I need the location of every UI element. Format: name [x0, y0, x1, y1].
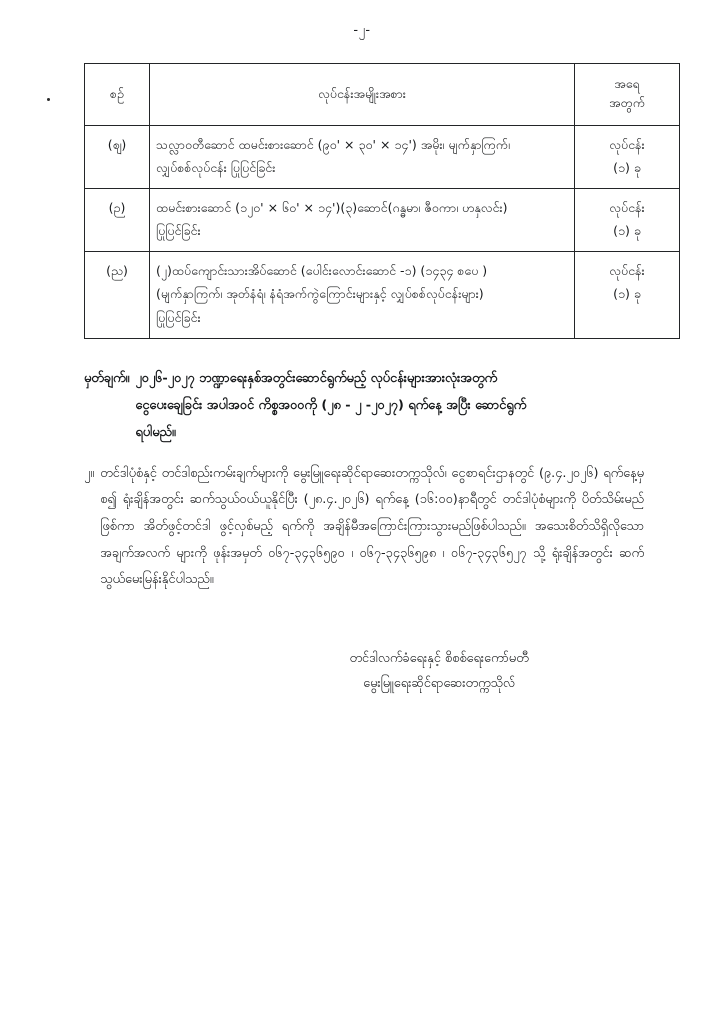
- row-no: (ည): [85, 252, 150, 338]
- row-no: (ဉ): [85, 189, 150, 252]
- row-description-line: (၂)ထပ်ကျောင်းသားအိပ်ဆောင် (ပေါင်းလောင်းဆောင် -၁) (၁၄၃၄ စပေ ): [156, 263, 488, 279]
- column-header-quantity-line1: အရေ: [614, 76, 640, 91]
- signature-committee-name: တင်ဒါလက်ခံရေးနှင့် စိစစ်ရေးကော်မတီ: [349, 650, 529, 666]
- signature-institution-name: မွေးမြူရေးဆိုင်ရာဆေးတက္ကသိုလ်: [363, 676, 515, 692]
- note-line: ၂၀၂၆-၂၀၂၇ ဘဏ္ဍာရေးနှစ်အတွင်းဆောင်ရွက်မည့် လုပ်ငန်းများအားလုံးအတွက်: [135, 370, 498, 386]
- note-marker: မှတ်ချက်။: [84, 370, 130, 386]
- work-items-table: [84, 63, 680, 339]
- row-quantity-line: (၁) ခု: [613, 286, 641, 302]
- row-quantity-line: လုပ်ငန်း: [609, 200, 645, 215]
- stray-dot-mark: [47, 98, 50, 101]
- row-quantity: [575, 189, 680, 252]
- note-paragraph: [84, 365, 644, 447]
- document-body: [84, 365, 644, 697]
- numbered-paragraph-2: [84, 461, 644, 594]
- row-quantity-line: (၁) ခု: [613, 159, 641, 175]
- note-line: ရပါမည်။: [135, 425, 176, 441]
- row-quantity-line: လုပ်ငန်း: [609, 263, 645, 279]
- column-header-quantity: [575, 64, 680, 126]
- row-description: [150, 189, 575, 252]
- row-description-line: သလ္လာဝတီဆောင် ထမင်းစားဆောင် (၉၀' × ၃၀' × ၁၄') အမိုး၊ မျက်နှာကြက်၊: [156, 136, 510, 152]
- column-header-description: လုပ်ငန်းအမျိုးအစား: [150, 64, 575, 126]
- row-description: [150, 252, 575, 338]
- note-line: ငွေပေးချေခြင်း အပါအဝင် ကိစ္စအဝဝကို (၂၈ - ၂ -၂၀၂၇) ရက်နေ့ အပြီး ဆောင်ရွက်: [135, 398, 527, 413]
- table-row: [85, 125, 680, 188]
- work-items-table-container: [84, 63, 645, 339]
- row-no: (ဈ): [85, 125, 150, 188]
- row-description-line: ပြုပြင်ခြင်း: [156, 223, 201, 239]
- table-header: [85, 64, 680, 126]
- row-description-line: ထမင်းစားဆောင် (၁၂၀' × ၆၀' × ၁၄')(၃)ဆောင်(ဂန္ဓမာ၊ ဇီဝကာ၊ ဟနှလင်း): [156, 200, 508, 215]
- paragraph-marker: ၂။: [84, 465, 95, 481]
- paragraph-text: တင်ဒါပုံစံနှင့် တင်ဒါစည်းကမ်းချက်များကို မွေးမြူရေးဆိုင်ရာဆေးတက္ကသိုလ်၊ ငွေစာရင်းဌာနတွင် (၉.၄.၂၀၂၆) ရက်နေ့မှစ၍ ရုံးချိန်အတွင်း ဆက်သွယ်ဝယ်ယူနိုင်ပြီး (၂၈.၄.၂၀၂၆) ရက်နေ့ (၁၆:၀၀)နာရီတွင် တင်ဒါပုံစံများကို ပိတ်သိမ်းမည်ဖြစ်ကာ အိတ်ဖွင့်တင်ဒါ ဖွင့်လှစ်မည့် ရက်ကို အချိန်မီအကြောင်းကြားသွားမည်ဖြစ်ပါသည်။ အသေးစိတ်သိရှိလိုသော အချက်အလက် များကို ဖုန်းအမှတ် ၀၆၇-၃၄၃၆၅၉၀ ၊ ၀၆၇-၃၄၃၆၅၉၈ ၊ ၀၆၇-၃၄၃၆၅၂၇ သို့ ရုံးချိန်အတွင်း ဆက်သွယ်မေးမြန်းနိုင်ပါသည်။: [100, 465, 644, 588]
- row-quantity-line: လုပ်ငန်း: [609, 136, 645, 152]
- table-header-row: [85, 64, 680, 126]
- row-quantity: [575, 252, 680, 338]
- row-description-line: လျှပ်စစ်လုပ်ငန်း ပြုပြင်ခြင်း: [156, 159, 276, 175]
- note-text: [135, 365, 644, 447]
- column-header-no: စဉ်: [85, 64, 150, 126]
- column-header-quantity-line2: အတွက်: [609, 95, 645, 111]
- row-description-line: (မျက်နှာကြက်၊ အုတ်နံရံ၊ နံရံအက်ကွဲကြောင်းများနှင့် လျှပ်စစ်လုပ်ငန်းများ): [156, 286, 484, 302]
- table-body: [85, 125, 680, 338]
- row-quantity: [575, 125, 680, 188]
- table-row: [85, 189, 680, 252]
- signature-block: [84, 646, 644, 697]
- row-quantity-line: (၁) ခု: [613, 223, 641, 239]
- row-description-line: ပြုပြင်ခြင်း: [156, 309, 201, 325]
- table-row: [85, 252, 680, 338]
- row-description: [150, 125, 575, 188]
- page-number: -၂-: [353, 23, 371, 38]
